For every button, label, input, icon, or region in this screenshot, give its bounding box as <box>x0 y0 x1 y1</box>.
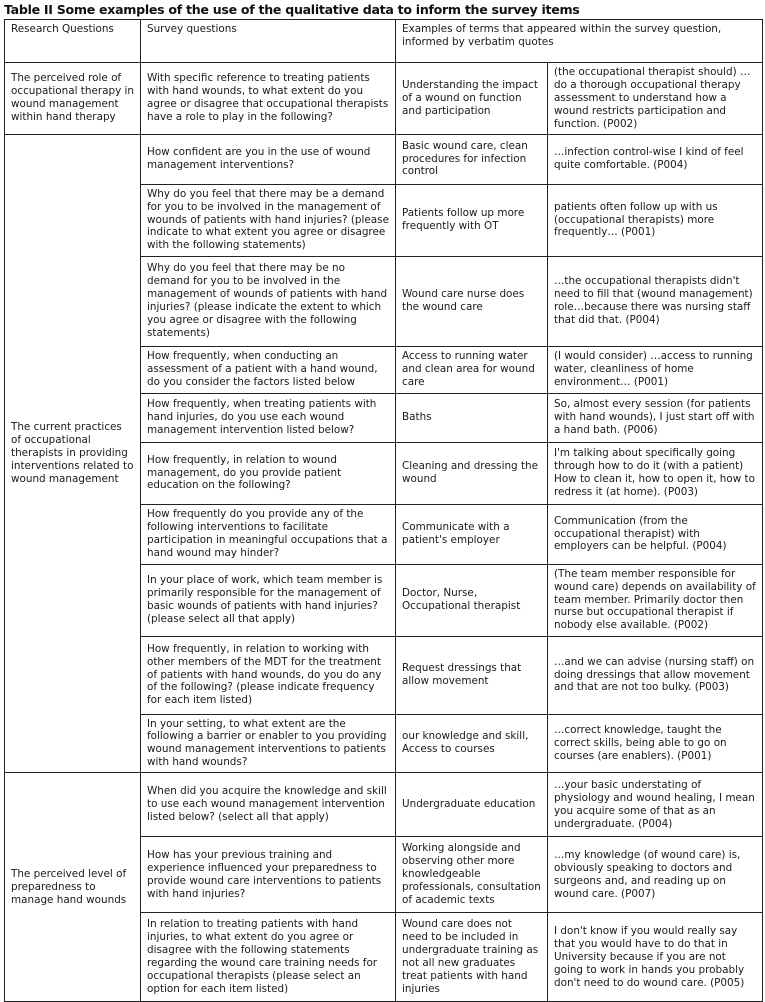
quote-cell: (the occupational therapist should) … do a thorough occupational therapy assessment to understand how a wound restricts participation and function. (P002) <box>548 63 763 135</box>
quote-cell: (The team member responsible for wound care) depends on availability of team member. Primarily doctor then nurse but occupational therapist if nobody else available. (P002) <box>548 564 763 636</box>
quote-cell: I don't know if you would really say that you would have to do that in University because if you are not going to work in hands you probably don't need to do wound care. (P005) <box>548 913 763 1002</box>
quote-cell: Communication (from the occupational therapist) with employers can be helpful. (P004) <box>548 504 763 564</box>
term-cell: Communicate with a patient's employer <box>396 504 548 564</box>
header-research-questions: Research Questions <box>5 20 141 63</box>
table-title: Table II Some examples of the use of the qualitative data to inform the survey items <box>4 2 580 17</box>
survey-question-cell: Why do you feel that there may be no demand for you to be involved in the management of wounds of patients with hand injuries? (please indicate the extent to which you agree or disagree with the following statements) <box>141 256 396 346</box>
research-question-cell: The current practices of occupational therapists in providing interventions related to wound management <box>5 134 141 773</box>
header-survey-questions: Survey questions <box>141 20 396 63</box>
header-examples: Examples of terms that appeared within the survey question, informed by verbatim quotes <box>396 20 763 63</box>
table-row <box>5 773 763 837</box>
survey-items-table <box>4 19 763 1002</box>
term-cell: our knowledge and skill, Access to courses <box>396 714 548 773</box>
quote-cell: I'm talking about specifically going through how to do it (with a patient) How to clean it, how to open it, how to redress it (at home). (P003) <box>548 442 763 504</box>
term-cell: Undergraduate education <box>396 773 548 837</box>
quote-cell: …correct knowledge, taught the correct skills, being able to go on courses (are enablers). (P001) <box>548 714 763 773</box>
survey-question-cell: How frequently do you provide any of the following interventions to facilitate participation in meaningful occupations that a hand wound may hinder? <box>141 504 396 564</box>
term-cell: Request dressings that allow movement <box>396 636 548 714</box>
survey-question-cell: How has your previous training and experience influenced your preparedness to provide wound care interventions to patients with hand injuries? <box>141 837 396 913</box>
table-row <box>5 134 763 184</box>
quote-cell: (I would consider) …access to running water, cleanliness of home environment… (P001) <box>548 346 763 393</box>
survey-question-cell: How confident are you in the use of wound management interventions? <box>141 134 396 184</box>
survey-question-cell: In your setting, to what extent are the following a barrier or enabler to you providing wound management interventions to patients with hand wounds? <box>141 714 396 773</box>
term-cell: Understanding the impact of a wound on function and participation <box>396 63 548 135</box>
quote-cell: …and we can advise (nursing staff) on doing dressings that allow movement and that are not too bulky. (P003) <box>548 636 763 714</box>
table-header-row <box>5 20 763 63</box>
table-row <box>5 63 763 135</box>
term-cell: Cleaning and dressing the wound <box>396 442 548 504</box>
survey-question-cell: With specific reference to treating patients with hand wounds, to what extent do you agree or disagree that occupational therapists have a role to play in the following? <box>141 63 396 135</box>
research-question-cell: The perceived role of occupational therapy in wound management within hand therapy <box>5 63 141 135</box>
quote-cell: …my knowledge (of wound care) is, obviously speaking to doctors and surgeons and, and reading up on wound care. (P007) <box>548 837 763 913</box>
term-cell: Baths <box>396 393 548 442</box>
survey-question-cell: How frequently, when treating patients with hand injuries, do you use each wound management intervention listed below? <box>141 393 396 442</box>
survey-question-cell: When did you acquire the knowledge and skill to use each wound management intervention listed below? (select all that apply) <box>141 773 396 837</box>
quote-cell: …your basic understating of physiology and wound healing, I mean you acquire some of that as an undergraduate. (P004) <box>548 773 763 837</box>
survey-question-cell: How frequently, in relation to working with other members of the MDT for the treatment of patients with hand wounds, do you do any of the following? (please indicate frequency for each item listed) <box>141 636 396 714</box>
quote-cell: patients often follow up with us (occupational therapists) more frequently… (P001) <box>548 184 763 256</box>
term-cell: Working alongside and observing other more knowledgeable professionals, consultation of academic texts <box>396 837 548 913</box>
quote-cell: So, almost every session (for patients with hand wounds), I just start off with a hand bath. (P006) <box>548 393 763 442</box>
survey-question-cell: In your place of work, which team member is primarily responsible for the management of basic wounds of patients with hand injuries? (please select all that apply) <box>141 564 396 636</box>
term-cell: Access to running water and clean area for wound care <box>396 346 548 393</box>
survey-question-cell: How frequently, in relation to wound management, do you provide patient education on the following? <box>141 442 396 504</box>
term-cell: Wound care does not need to be included in undergraduate training as not all new graduates treat patients with hand injuries <box>396 913 548 1002</box>
term-cell: Doctor, Nurse, Occupational therapist <box>396 564 548 636</box>
survey-question-cell: Why do you feel that there may be a demand for you to be involved in the management of wounds of patients with hand injuries? (please indicate to what extent you agree or disagree with the following statements) <box>141 184 396 256</box>
research-question-cell: The perceived level of preparedness to manage hand wounds <box>5 773 141 1002</box>
term-cell: Wound care nurse does the wound care <box>396 256 548 346</box>
quote-cell: …the occupational therapists didn't need to fill that (wound management) role…because there was nursing staff that did that. (P004) <box>548 256 763 346</box>
survey-question-cell: How frequently, when conducting an assessment of a patient with a hand wound, do you consider the factors listed below <box>141 346 396 393</box>
quote-cell: …infection control-wise I kind of feel quite comfortable. (P004) <box>548 134 763 184</box>
term-cell: Basic wound care, clean procedures for infection control <box>396 134 548 184</box>
survey-question-cell: In relation to treating patients with hand injuries, to what extent do you agree or disagree with the following statements regarding the wound care training needs for occupational therapists (please select an option for each item listed) <box>141 913 396 1002</box>
term-cell: Patients follow up more frequently with OT <box>396 184 548 256</box>
